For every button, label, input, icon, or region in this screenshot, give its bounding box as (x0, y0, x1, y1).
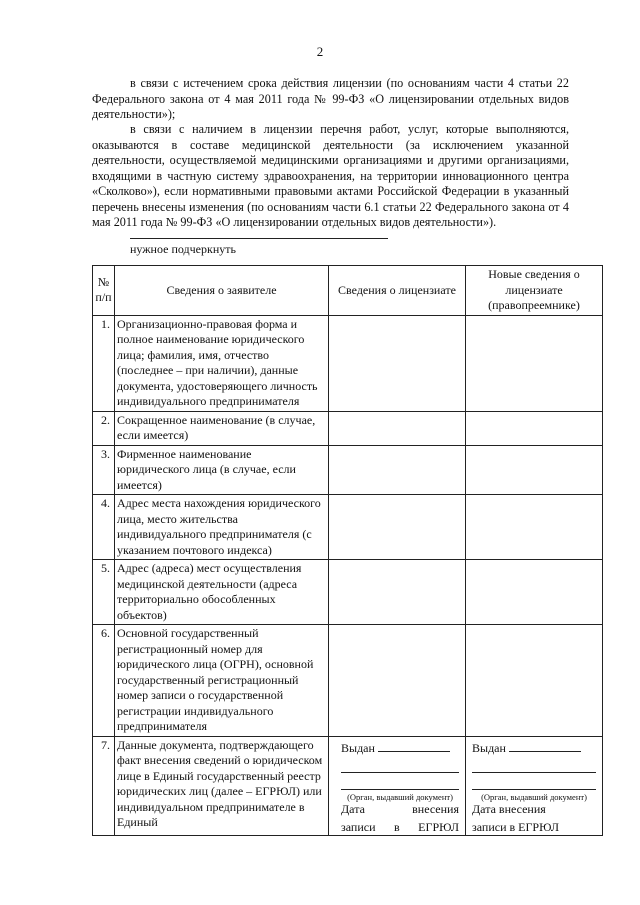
footnote-divider (130, 238, 388, 239)
row-label: Данные документа, подтверждающего факт внесения сведений о юридическом лице в Единый государственный реестр юридических лиц (далее – ЕГРЮЛ) или индивидуальном предпринимателе в Единый (115, 736, 329, 836)
table-row (93, 736, 603, 836)
entry-date-line2: записи в ЕГРЮЛ (472, 819, 559, 834)
issued-by-field-line3[interactable] (341, 775, 459, 790)
header-licensee: Сведения о лицензиате (329, 266, 466, 316)
paragraph-text: в связи с наличием в лицензии перечня работ, услуг, которые выполняются, оказываются в составе медицинской деятельности (за исключением указанной деятельности, осуществляемой медицинскими организациями и другими организациями, входящими в частную систему здравоохранения, на территории инновационного центра «Сколково»), если нормативными правовыми актами Российской Федерации в указанный перечень внесены изменения (по основаниям части 6.1 статьи 22 Федерального закона от 4 мая 2011 года № 99-ФЗ «О лицензировании отдельных видов деятельности»). (92, 122, 569, 229)
row-number: 6. (93, 625, 115, 737)
row-label: Адрес (адреса) мест осуществления медицинской деятельности (адреса территориально обособленных объектов) (115, 560, 329, 625)
row-number: 1. (93, 315, 115, 411)
footnote-text: нужное подчеркнуть (130, 242, 236, 256)
row-number: 3. (93, 445, 115, 495)
table-header-row (93, 266, 603, 316)
issued-label: Выдан (341, 740, 375, 755)
paragraph-works-list-change (92, 122, 569, 231)
row-label: Сокращенное наименование (в случае, если имеется) (115, 411, 329, 445)
word-record: записи (341, 819, 376, 834)
licensee-cell[interactable] (329, 315, 466, 411)
new-licensee-cell[interactable] (466, 411, 603, 445)
row-number: 2. (93, 411, 115, 445)
table-row (93, 560, 603, 625)
issued-by-field-line2[interactable] (341, 758, 459, 773)
table-row (93, 495, 603, 560)
paragraph-license-expiry (92, 76, 569, 123)
table-row (93, 411, 603, 445)
row-label: Основной государственный регистрационный номер для юридического лица (ОГРН), основной государственный регистрационный номер записи о государственной регистрации индивидуального предпринимателя (115, 625, 329, 737)
issued-by-field[interactable] (509, 740, 581, 752)
new-licensee-cell[interactable] (466, 560, 603, 625)
row-label: Адрес места нахождения юридического лица, место жительства индивидуального предпринимателя (с указанием почтового индекса) (115, 495, 329, 560)
row-number: 4. (93, 495, 115, 560)
issued-label: Выдан (472, 740, 506, 755)
licensee-cell[interactable] (329, 560, 466, 625)
word-egrul: ЕГРЮЛ (418, 819, 459, 834)
issued-by-field-line3[interactable] (472, 775, 596, 790)
licensee-cell[interactable] (329, 445, 466, 495)
new-licensee-cell[interactable] (466, 495, 603, 560)
table-row (93, 445, 603, 495)
entry-date-line1 (341, 802, 459, 818)
word-in: в (394, 819, 400, 834)
licensee-cell[interactable] (329, 411, 466, 445)
row-number: 7. (93, 736, 115, 836)
header-num: № п/п (93, 266, 115, 316)
issuer-caption: (Орган, выдавший документ) (481, 792, 587, 802)
entry-date-line2 (341, 820, 459, 836)
row-number: 5. (93, 560, 115, 625)
issuer-caption: (Орган, выдавший документ) (347, 792, 453, 802)
licensee-egrul-cell (329, 736, 466, 836)
new-licensee-egrul-cell (466, 736, 603, 836)
paragraph-text: в связи с истечением срока действия лицензии (по основаниям части 4 статьи 22 Федерального закона от 4 мая 2011 года № 99-ФЗ «О лицензировании отдельных видов деятельности»); (92, 76, 569, 121)
entry-date-line1: Дата внесения (472, 802, 546, 816)
page-number: 2 (316, 44, 324, 59)
table-row (93, 315, 603, 411)
issued-by-field[interactable] (378, 740, 450, 752)
new-licensee-cell[interactable] (466, 315, 603, 411)
row-label: Фирменное наименование юридического лица (в случае, если имеется) (115, 445, 329, 495)
new-licensee-cell[interactable] (466, 445, 603, 495)
header-new-licensee: Новые сведения о лицензиате (правопреемнике) (466, 266, 603, 316)
licensee-cell[interactable] (329, 625, 466, 737)
header-applicant: Сведения о заявителе (115, 266, 329, 316)
table-row (93, 625, 603, 737)
issued-by-field-line2[interactable] (472, 758, 596, 773)
new-licensee-cell[interactable] (466, 625, 603, 737)
applicant-info-table (92, 265, 603, 836)
row-label: Организационно-правовая форма и полное наименование юридического лица; фамилия, имя, отчество (последнее – при наличии), данные документа, удостоверяющего личность индивидуального предпринимателя (115, 315, 329, 411)
word-entry: внесения (412, 802, 459, 816)
word-date: Дата (341, 802, 365, 816)
licensee-cell[interactable] (329, 495, 466, 560)
